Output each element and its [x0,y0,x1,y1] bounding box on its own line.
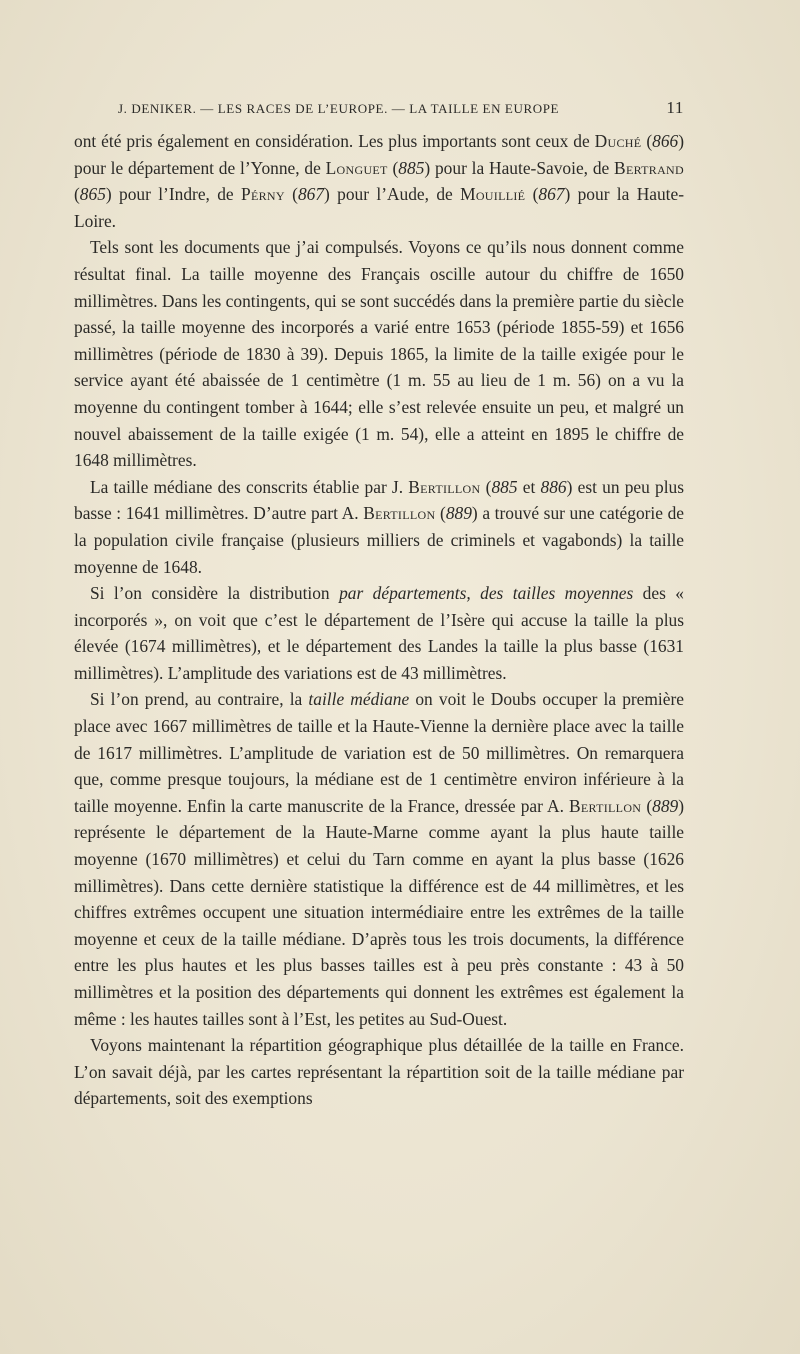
author-name: Bertillon [363,503,436,524]
page-number: 11 [666,98,684,117]
text-run: ) représente le département de la Haute-Marne comme ayant la plus haute taille moyenne (1670 millimètres) et celui du Tarn comme en ayant la plus basse (1626 millimètres). Dans cette dernière statistique la différence est de 44 millimètres, et les chiffres extrêmes occupent une situation intermédiaire entre les extrêmes de la taille moyenne et ceux de la taille médiane. D’après tous les trois documents, la différence entre les plus hautes et les plus basses tailles est à peu près constante : 43 à 50 millimètres et la position des départements qui donnent les extrêmes est également la même : les hautes tailles sont à l’Est, les petites au Sud-Ouest. [74,795,685,1029]
author-name: Mouillié [460,184,526,205]
running-header [118,98,684,120]
text-run: Si l’on prend, au contraire, la [90,689,309,710]
italic-text: 885 [491,476,518,497]
text-run: ) est un peu plus basse : 1641 millimètres. D’autre part A. [74,476,685,524]
author-name: Bertrand [614,157,684,178]
italic-text: 886 [540,476,567,497]
text-run: ) pour l’Aude, de [324,184,461,205]
body-text [74,128,684,1112]
author-name: Longuet [325,157,388,178]
text-run: ( [480,476,492,497]
paragraph [74,580,684,686]
text-run: ( [74,184,80,205]
text-run: ( [641,131,653,151]
text-run: on voit le Doubs occuper la première place avec 1667 millimètres de taille et la Haute-Vienne la dernière place avec la taille de 1617 millimètres. L’amplitude de variation est de 50 millimètres. On remarquera que, comme presque toujours, la médiane est de 1 centimètre environ inférieure à la taille moyenne. Enfin la carte manuscrite de la France, dressée par A. [74,689,684,816]
italic-text: 865 [79,184,106,205]
text-run: ont été pris également en considération. Les plus importants sont ceux de [74,131,595,151]
text-run: ) pour la Haute-Savoie, de [424,157,615,178]
running-title: J. DENIKER. — LES RACES DE L’EUROPE. — LA TAILLE EN EUROPE [118,101,560,116]
italic-text: taille médiane [308,689,410,710]
text-run: ( [641,795,653,816]
text-run: Si l’on considère la distribution [90,583,340,604]
italic-text: 889 [652,795,679,816]
text-run: Tels sont les documents que j’ai compulsés. Voyons ce qu’ils nous donnent comme résultat final. La taille moyenne des Français oscille autour du chiffre de 1650 millimètres. Dans les contingents, qui se sont succédés dans la première partie du siècle passé, la taille moyenne des incorporés a varié entre 1653 (période 1855-59) et 1656 millimètres (période de 1830 à 39). Depuis 1865, la limite de la taille exigée pour le service ayant été abaissée de 1 centimètre (1 m. 55 au lieu de 1 m. 56) on a vu la moyenne du contingent tomber à 1644; elle s’est relevée ensuite un peu, et malgré un nouvel abaissement de la taille exigée (1 m. 54), elle a atteint en 1895 le chiffre de 1648 millimètres. [74,237,684,471]
author-name: Bertillon [569,795,642,816]
paragraph [74,1032,684,1112]
author-name: Bertillon [408,476,481,497]
text-run: ) pour la Haute-Loire. [74,184,685,231]
author-name: Pérny [240,184,285,205]
text-run: ( [387,157,399,178]
text-run: Voyons maintenant la répartition géographique plus détaillée de la taille en France. L’on savait déjà, par les cartes représentant la répartition soit de la taille médiane par départements, soit des exemptions [74,1035,684,1109]
text-run: ( [525,184,539,205]
text-run: ) pour le département de l’Yonne, de [74,131,685,178]
paragraph [74,234,684,473]
text-run: La taille médiane des conscrits établie par J. [90,476,409,497]
italic-text: 885 [398,157,425,178]
italic-text: 867 [297,184,325,205]
italic-text: par départements, des tailles moyennes [339,583,634,604]
text-run: ( [435,503,446,524]
text-run: ) a trouvé sur une catégorie de la population civile française (plusieurs milliers de criminels et vagabonds) la taille moyenne de 1648. [74,503,684,577]
paragraph [74,128,684,234]
italic-text: 889 [445,503,472,524]
paragraph [74,474,684,580]
italic-text: 866 [652,131,679,151]
author-name: Duché [594,131,642,151]
text-run: ) pour l’Indre, de [105,184,241,205]
italic-text: 867 [538,184,565,205]
text-run: des « incorporés », on voit que c’est le département de l’Isère qui accuse la taille la plus élevée (1674 millimètres), et le département des Landes la taille la plus basse (1631 millimètres). L’amplitude des variations est de 43 millimètres. [74,583,684,683]
text-run: ( [284,184,298,205]
paragraph [74,686,684,1032]
text-run: et [517,476,541,497]
